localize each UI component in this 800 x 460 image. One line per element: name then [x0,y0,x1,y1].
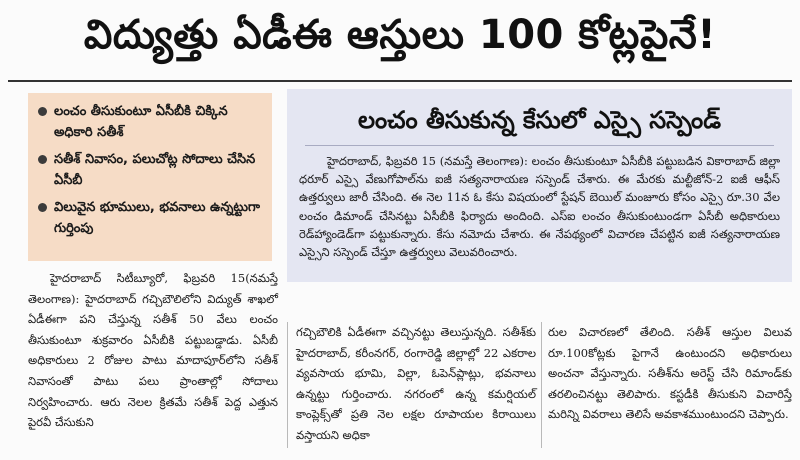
highlight-text: సతీశ్ నివాసం, పలుచోట్ల సోదాలు చేసిన ఏసీబీ [54,152,256,188]
highlight-item [38,197,262,239]
headline-rule [8,80,792,82]
bullet-icon [38,155,47,164]
bullet-icon [38,107,47,116]
highlight-text: లంచం తీసుకుంటూ ఏసీబీకి చిక్కిన అధికారి సతీశ్ [54,104,228,140]
highlight-text: విలువైన భూములు, భవనాలు ఉన్నట్టుగా గుర్తింపు [54,200,260,236]
column-divider [287,322,288,448]
bullet-icon [38,203,47,212]
related-news-body: హైదరాబాద్, ఫిబ్రవరి 15 (నమస్తే తెలంగాణ): లంచం తీసుకుంటూ ఏసీబీకి పట్టుబడిన వికారాబాద్ జిల్లా ధరూర్ ఎస్సై వేణుగోపాల్‌ను ఐజీ సత్యనారాయణ సస్పెండ్ చేశారు. ఈ మేరకు మల్టీజోన్-2 ఐజీ ఆఫీస్ ఉత్తర్వులు జారీ చేసింది. ఈ నెల 11న ఓ కేసు విషయంలో స్టేషన్ బెయిల్ మంజూరు కోసం ఎస్సై రూ.30 వేల లంచం డిమాండ్ చేసినట్టు ఏసీబీకి ఫిర్యాదు అందింది. ఎస్ఐ లంచం తీసుకుంటుండగా ఏసీబీ అధికారులు రెడ్‌హ్యాండెడ్‌గా పట్టుకున్నారు. కేసు నమోదు చేశారు. ఈ నేపథ్యంలో విచారణ చేపట్టిన ఐజీ సత్యనారాయణ ఎస్సైని సస్పెండ్ చేస్తూ ఉత్తర్వులు వెలువరించారు. [299,154,780,260]
related-news-box [287,89,792,282]
highlights-box [28,93,272,261]
column-divider [541,322,542,448]
article-column-2: గచ్చిబౌలికి ఏడీఈగా వచ్చినట్టు తెలుస్తున్నది. సతీశ్‌కు హైదరాబాద్, కరీంనగర్, రంగారెడ్డి జిల్లాల్లో 22 ఎకరాల వ్యవసాయ భూమి, విల్లా, ఓపెన్‌ప్లాట్లు, భవనాలు ఉన్నట్టు గుర్తించారు. నగరంలో ఉన్న కమర్షియల్ కాంప్లెక్స్‌తో ప్రతి నెల లక్షల రూపాయల కిరాయిలు వస్తాయని అధికా [296,325,536,442]
article-column-1: హైదరాబాద్ సిటీబ్యూరో, ఫిబ్రవరి 15(నమస్తే తెలంగాణ): హైదరాబాద్ గచ్చిబౌలిలోని విద్యుత్ శాఖలో ఏడీఈగా పని చేస్తున్న సతీశ్ 50 వేలు లంచం తీసుకుంటూ శుక్రవారం ఏసీబీకి పట్టుబడ్డాడు. ఏసీబీ అధికారులు 2 రోజుల పాటు మాదాపూర్‌లోని సతీశ్ నివాసంతో పాటు పలు ప్రాంతాల్లో సోదాలు నిర్వహించారు. ఆరు నెలల క్రితమే సతీశ్ పెద్ద ఎత్తున పైరవీ చేసుకుని [28,271,278,430]
highlight-item [38,149,262,191]
article-column-3: రుల విచారణలో తేలింది. సతీశ్ ఆస్తుల విలువ రూ.100కోట్లకు పైగానే ఉంటుందని అధికారులు అంచనా వేస్తున్నారు. సతీశ్‌ను అరెస్ట్ చేసి రిమాండ్‌కు తరలించినట్టు తెలిపారు. కస్టడీకి తీసుకుని విచారిస్తే మరిన్ని వివరాలు తెలిసే అవకాశముంటుందని చెప్పారు. [548,325,792,422]
headline: విద్యుత్తు ఏడీఈ ఆస్తులు 100 కోట్లపైనే! [83,12,717,58]
related-news-title: లంచం తీసుకున్న కేసులో ఎస్సై సస్పెండ్ [305,95,774,146]
highlight-item [38,101,262,143]
